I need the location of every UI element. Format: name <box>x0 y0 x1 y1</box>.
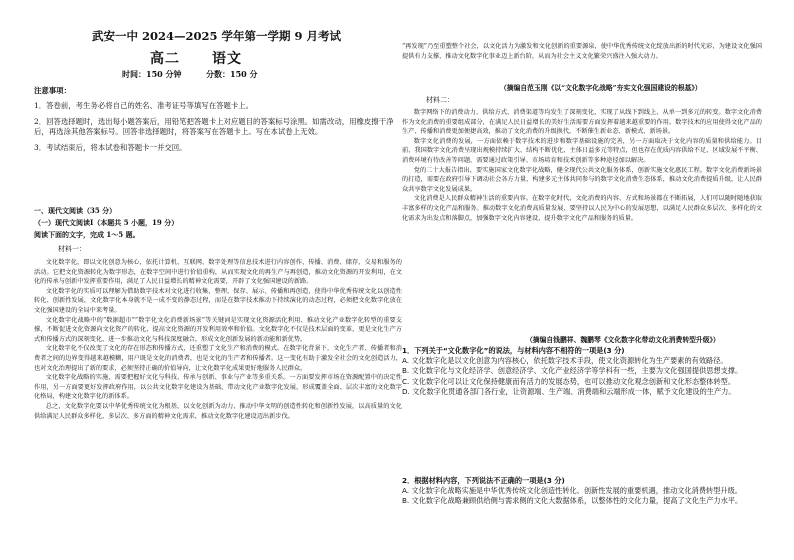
exam-time: 时间：150 分钟 <box>122 69 182 79</box>
grade-label: 高二 <box>150 51 180 67</box>
material-2-text <box>402 108 762 344</box>
notice-item-1: 1．答卷前，考生务必将自己的姓名、准考证号等填写在答题卡上。 <box>34 101 254 111</box>
paragraph: 文化数字化战略中的“数据超市”“数字化文化消费新场景”等关键词是实现文化资源活化利用、推动文化产业数字化转型的重要支撑，不断促进文化资源向文化资产的转化，提高文化资源的开发利用效率和价值。文化数字化不仅是技术层面的变革，更是文化生产方式和传播方式的深刻变化，进一步推动文化与科技深度融合，形成文化创新发展的新动能和新优势。 <box>34 316 402 343</box>
notice-heading: 注意事项： <box>34 86 71 95</box>
subsection-heading: （一）现代文阅读Ⅰ（本题共 5 小题，19 分） <box>34 218 179 227</box>
paragraph: 文化数字化，即以文化创意为核心，依托计算机、互联网、数字处理等信息技术进行内容创作、传播、消费、储存、交易和服务的活动。它把文化资源转化为数字形态，在数字空间中进行价值重构，从而实现文化的再生产与再创造，推动文化资源的开发利用，在文化的传承与创新中发挥重要作用，满足了人民日益增长的精神文化需要，开辟了文化强国建设的新路。 <box>34 259 402 286</box>
material-2-label: 材料二： <box>426 96 454 104</box>
paragraph: 总之，文化数字化要以中华优秀传统文化为根基，以文化创新为动力，推动中华文明的创造性转化和创新性发展，以高质量的文化供给满足人民群众多样化、多层次、多方面的精神文化需求，推动文化数字化建设迈出新步伐。 <box>34 402 402 420</box>
paragraph: 文化数字化的实质可以理解为借助数字技术对文化进行收集、整理、保存、展示、传播和再创造，使得中华优秀传统文化以创造性转化、创新性发展，文化数字化本身就不是一成不变的静态过程，而是在数字技术推动下持续演化的动态过程，必须把文化数字化放在文化强国建设的全局中来考量。 <box>34 287 402 314</box>
exam-title: 武安一中 2024—2025 学年第一学期 9 月考试 <box>92 29 342 43</box>
paragraph: 文化数字化战略的实施，需要把握好文化与科技、传承与创新、事业与产业等多重关系。一方面要发挥市场在资源配置中的决定性作用，另一方面要更好发挥政府作用，以公共文化数字化建设为基础，带动文化产业数字化发展，形成覆盖全面、层次丰富的文化数字化格局，构建文化数字化的新体系。 <box>34 374 402 401</box>
source-citation-1: （摘编自范玉刚《以“文化数字化战略”夯实文化强国建设的根基》） <box>500 84 702 92</box>
notice-item-3: 3．考试结束后，将本试卷和答题卡一并交回。 <box>34 142 187 152</box>
source-citation-2: （摘编自钱鹏祥、魏鹏琴《文化数字化带动文化消费转型升级》） <box>526 336 720 344</box>
question-1 <box>402 346 762 397</box>
section-heading: 一、现代文阅读（35 分） <box>34 206 117 215</box>
question-1-stem: 1．下列关于“文化数字化”的说法，与材料内容不相符的一项是(3 分) <box>402 346 625 355</box>
question-2-option-b: B. 文化数字化战略兼顾供给侧与需求侧的文化大数据体系，以整体性的文化力量，提高了文化生产力水平。 <box>402 496 743 506</box>
paragraph: 数字网络下的消费动力、供给方式、消费渠道等均发生了深刻变化，实现了从线下到线上、从单一到多元的转变。数字文化消费作为文化消费的重要组成部分，在满足人民日益增长的美好生活需要方面发挥着越来越重要的作用。数字技术的应用使得文化产品的生产、传播和消费更加便捷高效，推动了文化消费的升级换代，不断催生新业态、新模式、新场景。 <box>402 109 762 136</box>
question-1-option-d: D. 文化数字化贯通各部门各行业，让资源端、生产端、消费端和云端形成一体，赋予文化建设的生产力。 <box>402 386 736 396</box>
paragraph: “再发现”乃至重塑整个社会，以文化活力为激发和文化创新的重要源泉，使中华优秀传统文化绽放出新的时代光彩，为建设文化强国提供有力支撑，推动文化数字化事业迈上新台阶，从而为社会主义文化繁荣兴盛注入强大动力。 <box>402 43 762 60</box>
instruction-text: 阅读下面的文字，完成 1～5 题。 <box>34 230 140 239</box>
question-1-option-b: B. 文化数字化与文化经济学、创意经济学、文化产业经济学等学科有一些，主要为文化强国提供思想支撑。 <box>402 366 743 376</box>
question-2-option-a: A. 文化数字化战略实施是中华优秀传统文化创造性转化、创新性发展的重要机遇，推动文化消费转型升级。 <box>402 486 742 496</box>
notice-item-2: 2．回答选择题时，选出每小题答案后，用铅笔把答题卡上对应题目的答案标号涂黑。如需改动，用橡皮擦干净后，再选涂其他答案标号。回答非选择题时，将答案写在答题卡上。写在本试卷上无效。 <box>34 116 394 137</box>
material-1-text <box>34 258 402 554</box>
question-1-option-c: C. 文化数字化可以让文化保持健康而有活力的发展态势，也可以推动文化观念创新和文化形态整体转型。 <box>402 376 736 386</box>
subject-label: 语文 <box>212 51 242 67</box>
notice-block <box>34 86 402 153</box>
material-1-ending <box>402 42 762 80</box>
paragraph: 文化消费是人民群众精神生活的重要内容。在数字化时代，文化消费的内容、方式和场景都在不断拓展，人们可以随时随地获取丰富多样的文化产品和服务。推动数字文化消费高质量发展，要坚持以人民为中心的发展思想，以满足人民群众多层次、多样化的文化需求为出发点和落脚点，加强数字文化内容建设，提升数字文化产品和服务的质量。 <box>402 195 762 222</box>
question-1-option-a: A. 文化数字化是以文化创意为内容核心，依托数字技术手段，使文化资源转化为生产要素的有效路径。 <box>402 356 728 366</box>
exam-score: 分数：150 分 <box>206 69 258 79</box>
material-1-label: 材料一： <box>58 245 86 253</box>
question-2-stem: 2．根据材料内容，下列说法不正确的一项是(3 分) <box>402 476 565 485</box>
paragraph: 文化数字化不仅改变了文化的存在形态和传播方式，还重塑了文化生产和消费的模式。在数字化背景下，文化生产者、传播者和消费者之间的边界变得越来越模糊，用户既是文化的消费者，也是文化的生产者和传播者。这一变化有助于激发全社会的文化创造活力，也对文化治理提出了新的要求，必须坚持正确的价值导向，让文化数字化成果更好地服务人民群众。 <box>34 345 402 372</box>
paragraph: 党的二十大报告指出，要实施国家文化数字化战略，健全现代公共文化服务体系，创新实施文化惠民工程。数字文化消费新场景的打造，需要在政府引导下调动社会各方力量，构建多元主体共同参与的数字文化消费生态体系，推动文化消费提质升级，让人民群众共享数字文化发展成果。 <box>402 166 762 193</box>
paragraph: 数字文化消费的发展，一方面依赖于数字技术的进步和数字基础设施的完善，另一方面取决于文化内容的质量和供给能力。目前，我国数字文化消费呈现出规模持续扩大、结构不断优化、主体日益多元等特点，但也存在优质内容供给不足、区域发展不平衡、消费环境有待改善等问题，需要通过政策引导、市场培育和技术创新等多种途径加以解决。 <box>402 137 762 164</box>
question-2 <box>402 476 762 556</box>
